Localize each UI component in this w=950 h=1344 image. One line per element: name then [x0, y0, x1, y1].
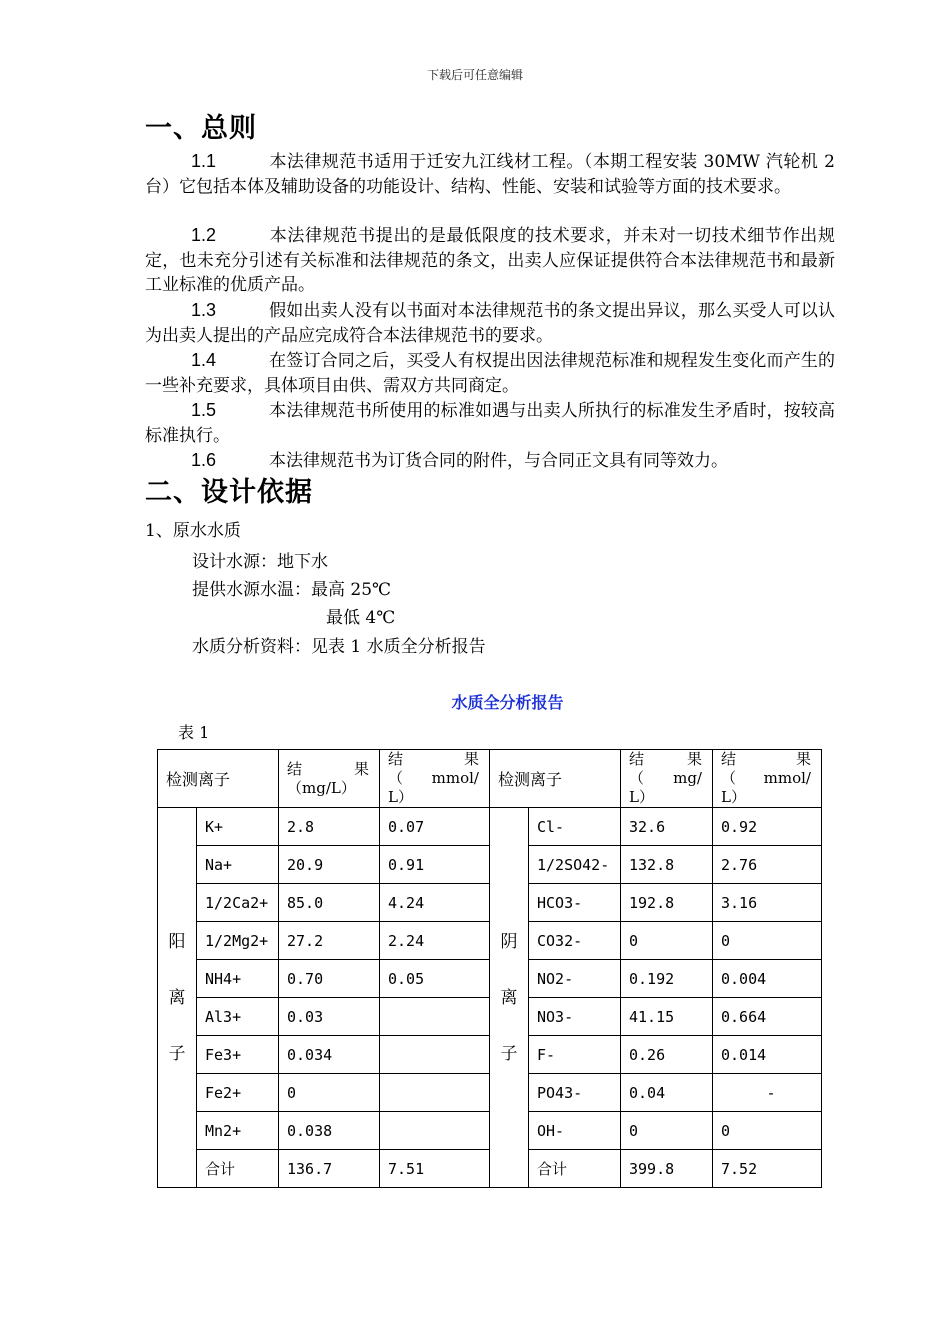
analysis-reference: 水质分析资料：见表 1 水质全分析报告: [192, 637, 486, 657]
header-text: 果: [463, 750, 479, 768]
table-cell-c-ion: 合计: [197, 1150, 279, 1188]
clause-number: 1.5: [191, 400, 217, 420]
table-cell-c-mmol: 7.51: [380, 1150, 490, 1188]
water-temp-max: 提供水源水温：最高 25℃: [192, 580, 392, 600]
clause-text: 本法律规范书适用于迁安九江线材工程。（本期工程安装 30MW 汽轮机 2 台）它包括本体及辅助设备的功能设计、结构、性能、安装和试验等方面的技术要求。: [145, 152, 835, 197]
cation-group-label: [158, 808, 197, 1188]
header-text: 果: [686, 750, 702, 768]
table-cell-c-ion: Mn2+: [197, 1112, 279, 1150]
table-cell-a-mmol: 0.664: [713, 998, 822, 1036]
group-label-char: 阳: [168, 931, 186, 952]
group-label-char: 离: [500, 987, 518, 1008]
table-cell-a-ion: CO32-: [529, 922, 621, 960]
table-cell-a-ion: 合计: [529, 1150, 621, 1188]
header-note: 下载后可任意编辑: [426, 68, 523, 82]
table-cell-c-mmol: 0.07: [380, 808, 490, 846]
table-cell-c-ion: 1/2Mg2+: [197, 922, 279, 960]
table-cell-a-mmol: 0: [713, 922, 822, 960]
table-cell-c-ion: Fe3+: [197, 1036, 279, 1074]
header-text: mmol/: [763, 769, 811, 787]
table-cell-c-mmol: 0.05: [380, 960, 490, 998]
clause-number: 1.1: [191, 151, 217, 171]
header-text: 结: [388, 750, 404, 768]
table-cell-a-mgl: 0.26: [621, 1036, 713, 1074]
table-cell-c-ion: NH4+: [197, 960, 279, 998]
table-cell-a-ion: OH-: [529, 1112, 621, 1150]
section-1-title: 一、总则: [145, 113, 257, 144]
table-label: 表 1: [178, 723, 210, 742]
table-cell-c-mgl: 0: [279, 1074, 380, 1112]
table-cell-c-mgl: 0.70: [279, 960, 380, 998]
subsection-raw-water: 1、原水水质: [145, 521, 241, 541]
header-text: （: [629, 769, 645, 787]
table-cell-a-mgl: 41.15: [621, 998, 713, 1036]
header-text: 结: [287, 759, 303, 778]
header-text: L）: [629, 788, 654, 806]
table-cell-a-mmol: 2.76: [713, 846, 822, 884]
table-cell-c-ion: 1/2Ca2+: [197, 884, 279, 922]
table-title: 水质全分析报告: [451, 693, 564, 712]
header-text: （: [721, 769, 737, 787]
table-cell-a-mgl: 192.8: [621, 884, 713, 922]
clause-number: 1.2: [191, 225, 217, 245]
header-result-mmol: [380, 750, 490, 808]
clause-text: 假如出卖人没有以书面对本法律规范书的条文提出异议，那么买受人可以认为出卖人提出的产品应完成符合本法律规范书的要求。: [145, 301, 835, 346]
table-cell-a-mmol: 3.16: [713, 884, 822, 922]
table-row: [158, 808, 822, 846]
table-header-row: [158, 750, 822, 808]
section-2-title: 二、设计依据: [145, 477, 313, 508]
table-cell-a-mmol: 7.52: [713, 1150, 822, 1188]
table-cell-c-mgl: 20.9: [279, 846, 380, 884]
clause-text: 本法律规范书所使用的标准如遇与出卖人所执行的标准发生矛盾时，按较高标准执行。: [145, 401, 835, 446]
table-cell-c-mgl: 0.038: [279, 1112, 380, 1150]
table-cell-c-mgl: 0.03: [279, 998, 380, 1036]
table-cell-c-mmol: 0.91: [380, 846, 490, 884]
table-cell-a-ion: NO2-: [529, 960, 621, 998]
clause-1-4: [145, 348, 835, 398]
table-cell-a-mgl: 399.8: [621, 1150, 713, 1188]
table-cell-c-mgl: 27.2: [279, 922, 380, 960]
table-cell-c-mmol: 2.24: [380, 922, 490, 960]
table-cell-c-mgl: 0.034: [279, 1036, 380, 1074]
group-label-char: 离: [168, 987, 186, 1008]
water-temp-min: 最低 4℃: [326, 608, 396, 628]
header-ion-anion: 检测离子: [490, 750, 621, 808]
group-label-char: 阴: [500, 931, 518, 952]
clause-text: 在签订合同之后，买受人有权提出因法律规范标准和规程发生变化而产生的一些补充要求，具体项目由供、需双方共同商定。: [145, 351, 835, 396]
clause-number: 1.3: [191, 300, 217, 320]
header-text: （mg/L）: [287, 778, 356, 797]
header-text: 果: [795, 750, 811, 768]
table-cell-a-mmol: 0.004: [713, 960, 822, 998]
anion-group-label: [490, 808, 529, 1188]
table-cell-c-mmol: [380, 1036, 490, 1074]
table-cell-a-mgl: 0: [621, 922, 713, 960]
table-cell-a-ion: 1/2SO42-: [529, 846, 621, 884]
table-cell-a-mmol: 0: [713, 1112, 822, 1150]
table-cell-a-mmol: 0.92: [713, 808, 822, 846]
table-cell-c-mgl: 2.8: [279, 808, 380, 846]
header-text: L）: [721, 788, 746, 806]
clause-1-1: [145, 149, 835, 199]
clause-text: 本法律规范书提出的是最低限度的技术要求，并未对一切技术细节作出规定，也未充分引述有关标准和法律规范的条文，出卖人应保证提供符合本法律规范书和最新工业标准的优质产品。: [145, 226, 835, 295]
table-cell-a-mmol: 0.014: [713, 1036, 822, 1074]
clause-1-3: [145, 298, 835, 348]
table-cell-c-mgl: 85.0: [279, 884, 380, 922]
header-result-mgl: [279, 750, 380, 808]
clause-1-5: [145, 398, 835, 448]
table-cell-a-ion: PO43-: [529, 1074, 621, 1112]
header-text: L）: [388, 788, 413, 806]
water-analysis-table: [157, 749, 822, 1188]
header-text: 果: [353, 759, 369, 778]
group-label-char: 子: [500, 1043, 518, 1064]
table-cell-a-ion: F-: [529, 1036, 621, 1074]
table-cell-c-ion: Fe2+: [197, 1074, 279, 1112]
header-result-mmol-anion: [713, 750, 822, 808]
table-cell-a-mgl: 132.8: [621, 846, 713, 884]
table-cell-a-mgl: 0: [621, 1112, 713, 1150]
table-cell-c-mmol: 4.24: [380, 884, 490, 922]
table-cell-c-mmol: [380, 1074, 490, 1112]
header-text: 结: [629, 750, 645, 768]
clause-number: 1.6: [191, 450, 217, 470]
clause-text: 本法律规范书为订货合同的附件，与合同正文具有同等效力。: [269, 451, 728, 471]
table-cell-c-mmol: [380, 998, 490, 1036]
header-text: （: [388, 769, 404, 787]
table-cell-c-mgl: 136.7: [279, 1150, 380, 1188]
table-cell-c-ion: K+: [197, 808, 279, 846]
table-cell-a-mmol: -: [713, 1074, 822, 1112]
table-cell-a-mgl: 0.04: [621, 1074, 713, 1112]
table-cell-c-ion: Al3+: [197, 998, 279, 1036]
clause-1-2: [145, 223, 835, 298]
table-cell-a-mgl: 32.6: [621, 808, 713, 846]
table-cell-a-ion: NO3-: [529, 998, 621, 1036]
group-label-char: 子: [168, 1043, 186, 1064]
design-water-source: 设计水源：地下水: [192, 552, 328, 572]
table-cell-a-ion: Cl-: [529, 808, 621, 846]
header-text: mmol/: [431, 769, 479, 787]
table-cell-c-mmol: [380, 1112, 490, 1150]
table-cell-c-ion: Na+: [197, 846, 279, 884]
header-result-mgl-anion: [621, 750, 713, 808]
header-text: mg/: [673, 769, 702, 787]
header-text: 结: [721, 750, 737, 768]
table-cell-a-ion: HCO3-: [529, 884, 621, 922]
header-ion-cation: 检测离子: [158, 750, 279, 808]
table-cell-a-mgl: 0.192: [621, 960, 713, 998]
clause-number: 1.4: [191, 350, 217, 370]
